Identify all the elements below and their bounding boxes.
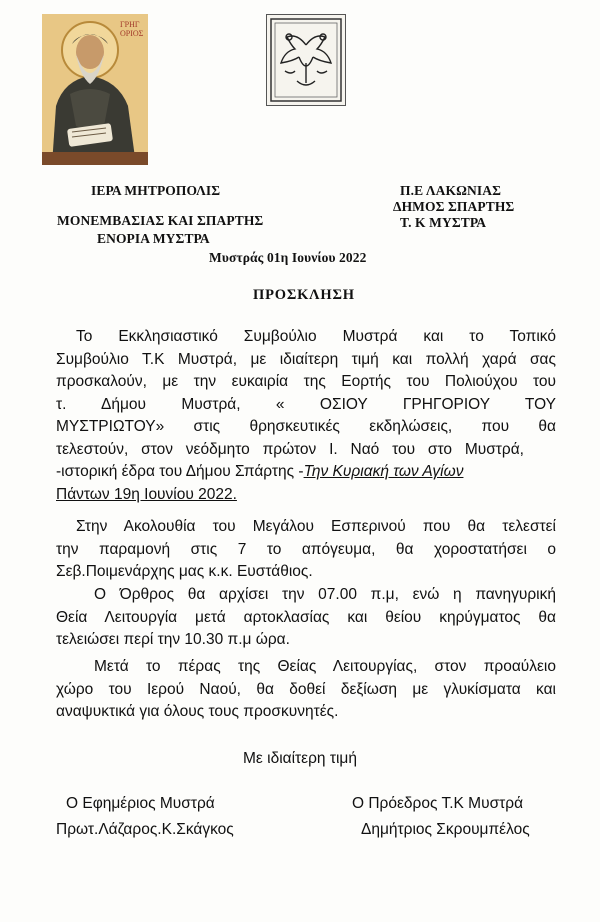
p1-line7 xyxy=(56,461,556,484)
closing-line: Με ιδιαίτερη τιμή xyxy=(243,750,357,767)
signature-left-role: Ο Εφημέριος Μυστρά xyxy=(66,795,215,812)
p4-line3: αναψυκτικά για όλους τους προσκυνητές. xyxy=(56,703,339,720)
header-right-line1: Π.Ε ΛΑΚΩΝΙΑΣ xyxy=(400,183,502,198)
p1-line6: τελεστούν, στον νεόδμητο πρώτον Ι. Ναό του στο Μυστρά, xyxy=(56,440,524,458)
header-left-line2: ΜΟΝΕΜΒΑΣΙΑΣ ΚΑΙ ΣΠΑΡΤΗΣ xyxy=(57,213,264,228)
double-headed-eagle-emblem xyxy=(267,15,345,105)
header-left-line3: ΕΝΟΡΙΑ ΜΥΣΤΡΑ xyxy=(97,231,210,246)
p1-line2: Συμβούλιο Τ.Κ Μυστρά, με ιδιαίτερη τιμή και πολλή χαρά σας xyxy=(56,350,556,368)
p2-line2: την παραμονή στις 7 το απόγευμα, θα χοροστατήσει ο xyxy=(56,540,556,558)
p4-line1: Μετά το πέρας της Θείας Λειτουργίας, στον προαύλειο xyxy=(94,658,556,675)
header-left-line1: ΙΕΡΑ ΜΗΤΡΟΠΟΛΙΣ xyxy=(91,183,221,198)
invitation-title: ΠΡΟΣΚΛΗΣΗ xyxy=(253,287,355,303)
p1-line3: προσκαλούν, με την ευκαιρία της Εορτής του Πολιούχου του xyxy=(56,373,556,390)
header-right-line2: ΔΗΜΟΣ ΣΠΑΡΤΗΣ xyxy=(393,199,515,214)
p1-line5: ΜΥΣΤΡΙΩΤΟΥ» στις θρησκευτικές εκδηλώσεις, που θα xyxy=(56,418,556,435)
p1-line8-date: Πάντων 19η Ιουνίου 2022. xyxy=(56,485,237,503)
signature-left-name: Πρωτ.Λάζαρος.Κ.Σκάγκος xyxy=(56,821,234,838)
p3-line2: Θεία Λειτουργία μετά αρτοκλασίας και θείου κηρύγματος θα xyxy=(56,608,556,626)
p2-line1: Στην Ακολουθία του Μεγάλου Εσπερινού που θα τελεστεί xyxy=(76,518,556,535)
paragraph-4 xyxy=(94,656,556,679)
p3-line3: τελειώσει περί την 10.30 π.μ ώρα. xyxy=(56,631,290,648)
paragraph-1-cont xyxy=(56,349,556,507)
p1-line7-highlight: Την Κυριακή των Αγίων xyxy=(303,463,464,480)
p4-line2: χώρο του Ιερού Ναού, θα δοθεί δεξίωση με γλυκίσματα και xyxy=(56,680,556,698)
signature-right-name: Δημήτριος Σκρουμπέλος xyxy=(361,821,530,838)
paragraph-3-cont xyxy=(56,607,556,652)
p1-line7-text: -ιστορική έδρα του Δήμου Σπάρτης - xyxy=(56,463,304,480)
saint-icon-image xyxy=(42,14,148,165)
signature-right-role: Ο Πρόεδρος Τ.Κ Μυστρά xyxy=(352,795,524,812)
paragraph-4-cont xyxy=(56,679,556,724)
p1-line8 xyxy=(56,484,556,507)
paragraph-2 xyxy=(76,516,556,539)
date-line: Μυστράς 01η Ιουνίου 2022 xyxy=(209,250,367,265)
p2-line3: Σεβ.Ποιμενάρχης μας κ.κ. Ευστάθιος. xyxy=(56,563,313,580)
municipality-seal-image xyxy=(266,14,346,106)
icon-caption: ΓΡΗΓΟΡΙΟΣ xyxy=(120,20,144,38)
p3-line1: Ο Όρθρος θα αρχίσει την 07.00 π.μ, ενώ η πανηγυρική xyxy=(94,586,556,603)
paragraph-3 xyxy=(94,584,556,607)
header-right-line3: Τ. Κ ΜΥΣΤΡΑ xyxy=(400,215,487,230)
p1-line4: τ. Δήμου Μυστρά, « ΟΣΙΟΥ ΓΡΗΓΟΡΙΟΥ ΤΟΥ xyxy=(56,395,556,413)
p1-line1: Το Εκκλησιαστικό Συμβούλιο Μυστρά και το Τοπικό xyxy=(76,328,556,345)
paragraph-2-cont xyxy=(56,539,556,584)
paragraph-1 xyxy=(76,326,556,349)
